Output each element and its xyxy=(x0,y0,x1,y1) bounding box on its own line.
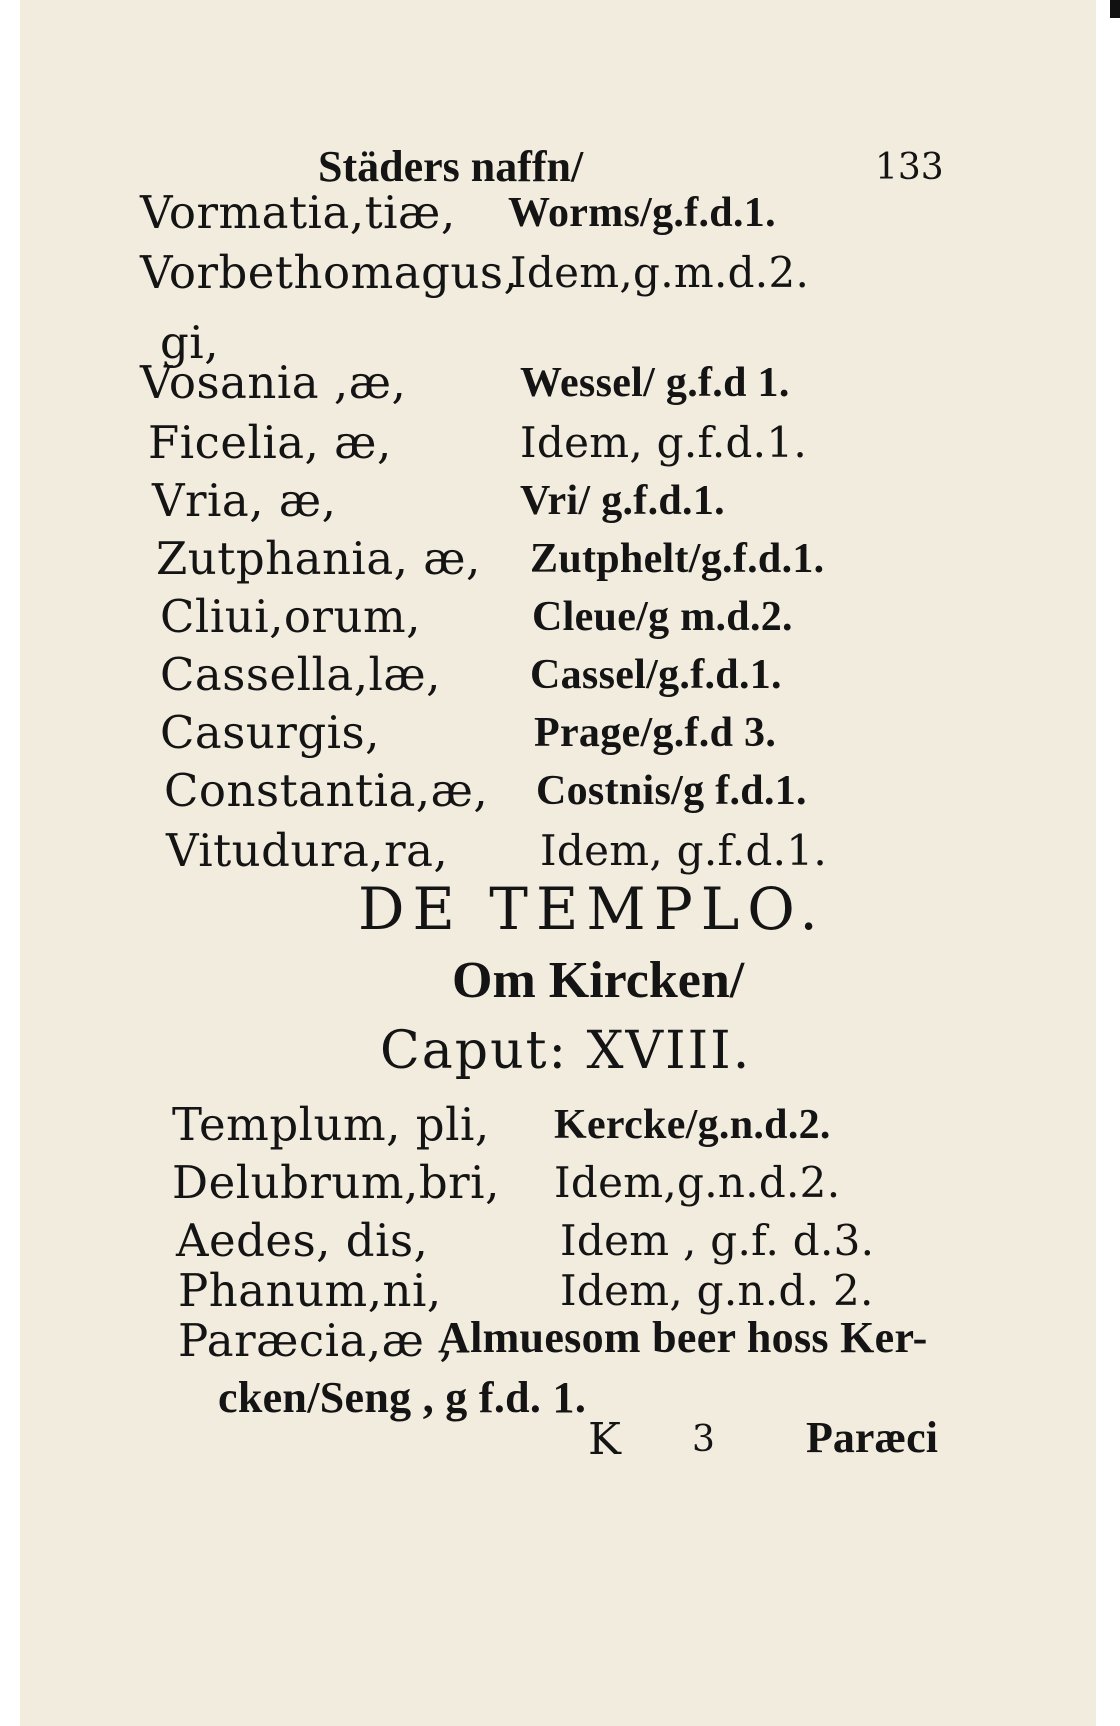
entry-translation: Idem , g.f. d.3. xyxy=(560,1216,875,1265)
entry-latin: Delubrum,bri, xyxy=(172,1156,500,1209)
entry-translation: Vri/ g.f.d.1. xyxy=(520,478,725,524)
entry-translation: Idem, g.f.d.1. xyxy=(520,418,808,467)
entry-latin: Constantia,æ, xyxy=(164,764,489,817)
entry-latin: Aedes, dis, xyxy=(176,1214,429,1267)
entry-latin: Templum, pli, xyxy=(172,1098,490,1151)
running-title: Städers naffn/ xyxy=(318,142,584,191)
entry-translation: Zutphelt/g.f.d.1. xyxy=(530,536,825,582)
section-heading-latin: DE TEMPLO. xyxy=(358,875,826,943)
signature-mark: K xyxy=(588,1414,621,1465)
entry-translation: Costnis/g f.d.1. xyxy=(536,768,807,814)
entry-translation: Wessel/ g.f.d 1. xyxy=(520,360,790,406)
entry-latin: Vosania ,æ, xyxy=(140,356,407,409)
entry-latin: Vorbethomagus, xyxy=(140,246,519,299)
entry-translation: Idem, g.f.d.1. xyxy=(540,826,828,875)
entry-latin: Cliui,orum, xyxy=(160,590,421,643)
entry-latin: Ficelia, æ, xyxy=(148,416,392,469)
entry-translation: Idem,g.m.d.2. xyxy=(510,248,810,297)
entry-translation: Cleue/g m.d.2. xyxy=(532,594,793,640)
paraecia-latin: Paræcia,æ , xyxy=(178,1314,455,1367)
signature-number: 3 xyxy=(692,1419,715,1460)
page-number: 133 xyxy=(875,147,944,188)
book-page xyxy=(20,0,1096,1726)
scan-edge-mark xyxy=(1110,0,1120,18)
section-heading-swedish: Om Kircken/ xyxy=(452,952,745,1009)
paraecia-swedish: Almuesom beer hoss Ker- xyxy=(438,1313,928,1362)
entry-translation: Prage/g.f.d 3. xyxy=(534,710,777,756)
entry-latin: Cassella,læ, xyxy=(160,648,441,701)
entry-latin: Zutphania, æ, xyxy=(156,532,481,585)
entry-latin: Phanum,ni, xyxy=(178,1264,442,1317)
entry-translation: Worms/g.f.d.1. xyxy=(508,190,776,236)
entry-translation: Idem,g.n.d.2. xyxy=(554,1158,841,1207)
entry-latin: gi, xyxy=(160,316,220,369)
entry-latin: Casurgis, xyxy=(160,706,380,759)
paraecia-continuation: cken/Seng , g f.d. 1. xyxy=(218,1373,587,1422)
chapter-heading: Caput: XVIII. xyxy=(380,1021,752,1081)
entry-latin: Vitudura,ra, xyxy=(166,824,449,877)
entry-latin: Vria, æ, xyxy=(152,474,337,527)
entry-translation: Cassel/g.f.d.1. xyxy=(530,652,782,698)
catchword: Paræci xyxy=(806,1413,938,1462)
entry-translation: Kercke/g.n.d.2. xyxy=(554,1102,831,1148)
entry-translation: Idem, g.n.d. 2. xyxy=(560,1266,874,1315)
entry-latin: Vormatia,tiæ, xyxy=(140,186,456,239)
